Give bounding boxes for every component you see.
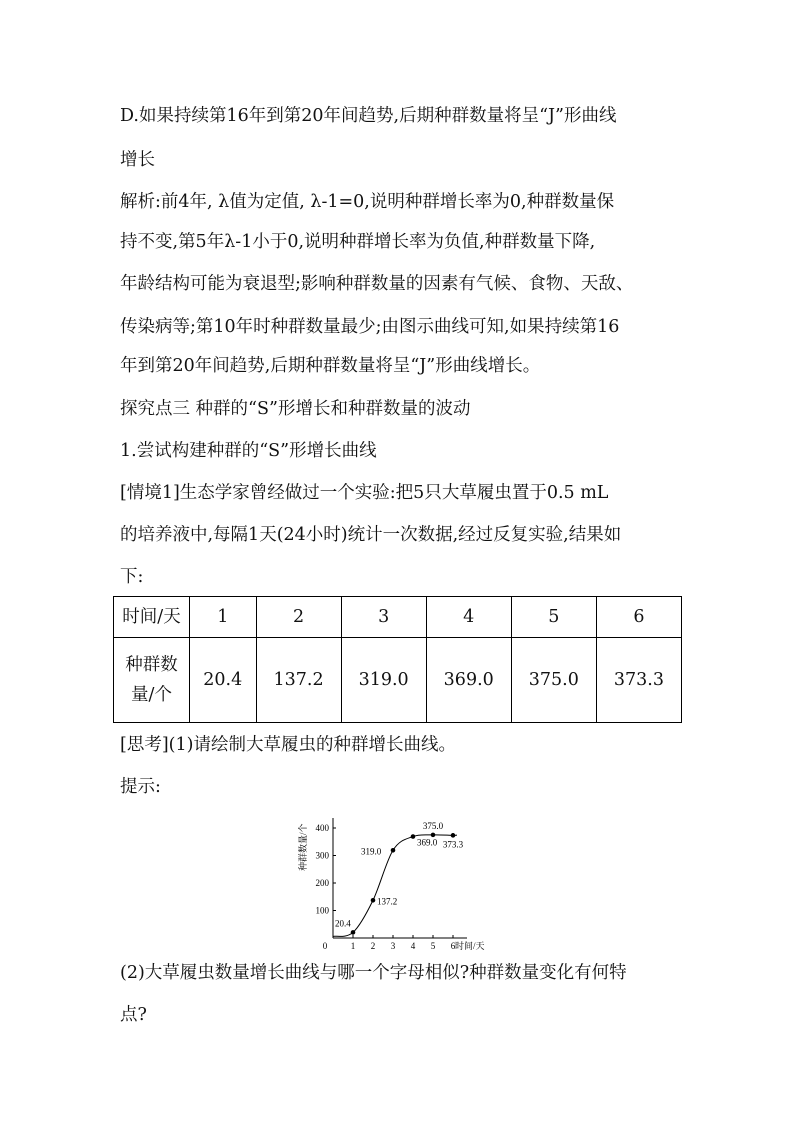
table-header-cell: 时间/天 [114,597,190,638]
data-label: 373.3 [442,839,464,850]
data-label: 137.2 [377,896,398,907]
y-tick-label: 200 [315,878,329,888]
data-label: 319.0 [361,846,382,857]
y-tick-label: 400 [315,823,329,833]
table-cell: 3 [341,597,426,638]
paragraph-line: [情境1]生态学家曾经做过一个实验:把5只大草履虫置于0.5 mL [120,483,609,503]
data-point [351,930,356,935]
table-cell: 2 [256,597,341,638]
paragraph-line: 解析:前4年, λ值为定值, λ-1=0,说明种群增长率为0,种群数量保 [120,192,615,212]
table-cell: 1 [190,597,257,638]
x-axis-label: 时间/天 [455,941,485,951]
table-header-cell [114,638,190,723]
data-label: 375.0 [422,820,444,831]
table-row [114,638,682,723]
data-point [431,833,436,838]
table-header-line: 种群数 [125,655,178,675]
x-tick-label: 0 [322,941,328,951]
data-label: 20.4 [335,918,351,929]
paragraph-line: 持不变,第5年λ-1小于0,说明种群增长率为负值,种群数量下降, [120,232,596,252]
table-cell: 369.0 [426,638,511,723]
question-line: (2)大草履虫数量增长曲线与哪一个字母相似?种群数量变化有何特 [120,963,627,983]
table-cell: 20.4 [190,638,257,723]
x-tick-label: 5 [430,941,436,951]
x-tick-label: 3 [390,941,396,951]
paragraph-line: 的培养液中,每隔1天(24小时)统计一次数据,经过反复实验,结果如 [120,525,622,545]
table-row [114,597,682,638]
paragraph-line: D.如果持续第16年到第20年间趋势,后期种群数量将呈“J”形曲线 [120,106,617,126]
paragraph-line: 增长 [120,150,155,170]
table-cell: 373.3 [596,638,681,723]
y-tick-label: 100 [315,905,329,916]
table-cell: 5 [511,597,596,638]
data-point [371,898,376,903]
paragraph-line: 传染病等;第10年时种群数量最少;由图示曲线可知,如果持续第16 [120,317,620,337]
data-label: 369.0 [417,837,438,848]
subsection-heading: 1.尝试构建种群的“S”形增长曲线 [120,441,377,461]
data-point [451,833,456,838]
paragraph-line: 年龄结构可能为衰退型;影响种群数量的因素有气候、食物、天敌、 [120,274,634,294]
question-line: [思考](1)请绘制大草履虫的种群增长曲线。 [120,735,456,755]
data-point [391,848,396,853]
table-cell: 4 [426,597,511,638]
table-cell: 137.2 [256,638,341,723]
x-tick-label: 1 [350,941,356,951]
table-cell: 6 [596,597,681,638]
hint-label: 提示: [120,777,161,797]
section-heading: 探究点三 种群的“S”形增长和种群数量的波动 [120,399,471,419]
paragraph-line: 年到第20年间趋势,后期种群数量将呈“J”形曲线增长。 [120,356,541,376]
table-cell: 375.0 [511,638,596,723]
data-table [113,596,682,723]
y-tick-label: 300 [315,850,329,861]
x-tick-label: 4 [410,941,416,951]
population-growth-chart [294,798,504,954]
x-tick-label: 6 [450,941,456,951]
y-axis-label: 种群数量/个 [298,823,308,872]
data-point [411,834,416,839]
table-header-line: 量/个 [131,685,172,705]
paragraph-line: 下: [120,567,144,587]
question-line: 点? [120,1005,147,1025]
x-tick-label: 2 [370,941,376,951]
table-cell: 319.0 [341,638,426,723]
